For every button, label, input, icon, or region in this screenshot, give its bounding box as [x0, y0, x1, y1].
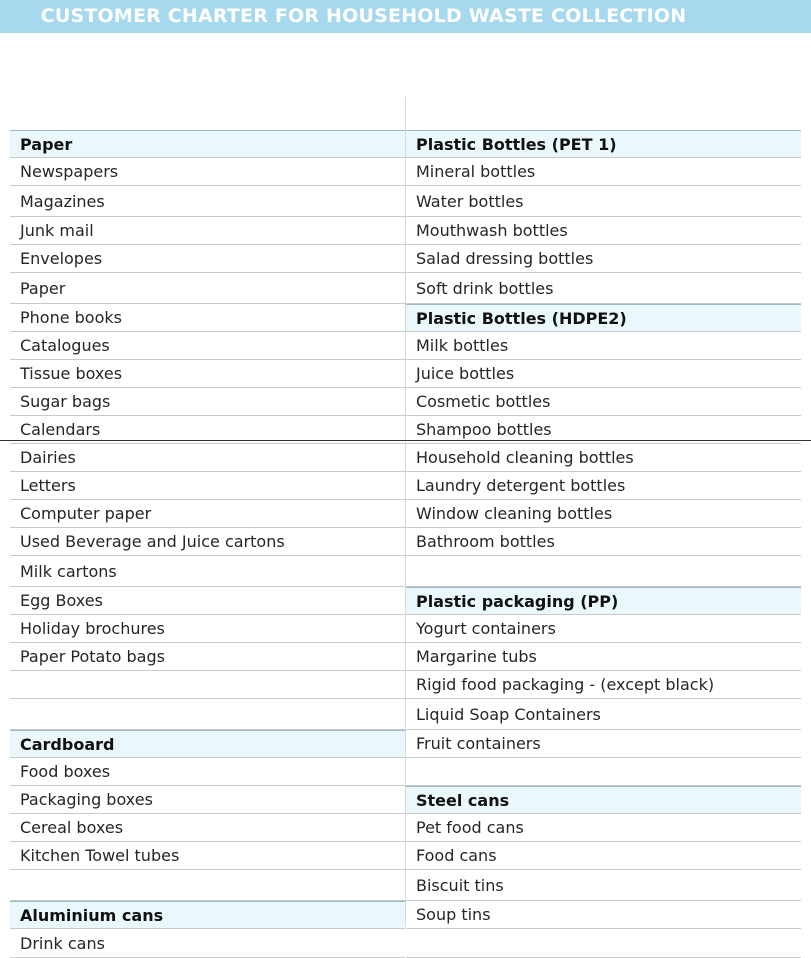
left-item [10, 671, 405, 699]
left-item [10, 615, 405, 643]
left-item [10, 332, 405, 360]
right-item [406, 500, 801, 528]
item-label: Egg Boxes [20, 591, 103, 610]
item-label: Drink cans [20, 933, 105, 953]
item-label: Biscuit tins [416, 875, 504, 895]
left-item [10, 416, 405, 444]
page-title: CUSTOMER CHARTER FOR HOUSEHOLD WASTE COLLECTION [40, 5, 687, 27]
left-item [10, 273, 405, 304]
right-item [406, 842, 801, 870]
section-header-label: Plastic Bottles (HDPE2) [416, 308, 627, 328]
left-item [10, 643, 405, 671]
right-section-header [406, 587, 801, 615]
left-item [10, 304, 405, 332]
item-label: Water bottles [416, 191, 524, 211]
left-item [10, 699, 405, 730]
left-item [10, 360, 405, 388]
item-label: Soft drink bottles [416, 278, 554, 298]
item-label: Juice bottles [416, 364, 515, 383]
right-item [406, 556, 801, 587]
right-item [406, 671, 801, 699]
right-section-header [406, 130, 801, 158]
section-header-label: Plastic Bottles (PET 1) [416, 134, 617, 154]
item-label: Tissue boxes [20, 364, 123, 383]
section-header-label: Cardboard [20, 734, 115, 754]
right-item [406, 814, 801, 842]
item-label: Envelopes [20, 249, 103, 268]
item-label: Liquid Soap Containers [416, 704, 601, 724]
item-label: Sugar bags [20, 392, 111, 411]
item-label: Food cans [416, 846, 497, 865]
item-label: Computer paper [20, 504, 152, 523]
right-section-header [406, 786, 801, 814]
right-item [406, 615, 801, 643]
right-item [406, 730, 801, 758]
left-item [10, 158, 405, 186]
left-item [10, 842, 405, 870]
item-label: Food boxes [20, 762, 111, 781]
right-item [406, 217, 801, 245]
right-item [406, 528, 801, 556]
left-item [10, 786, 405, 814]
left-item [10, 870, 405, 901]
item-label: Pet food cans [416, 818, 524, 837]
item-label: Cosmetic bottles [416, 392, 551, 411]
item-label: Soup tins [416, 905, 491, 924]
left-section-header [10, 901, 405, 929]
item-label: Rigid food packaging - (except black) [416, 675, 715, 694]
right-item [406, 388, 801, 416]
item-label: Junk mail [20, 221, 94, 240]
item-label: Salad dressing bottles [416, 249, 594, 268]
item-label: Bathroom bottles [416, 532, 555, 551]
item-label: Used Beverage and Juice cartons [20, 532, 285, 551]
right-item [406, 416, 801, 444]
item-label: Milk bottles [416, 336, 509, 355]
item-label: Magazines [20, 191, 105, 211]
left-item [10, 814, 405, 842]
item-label: Window cleaning bottles [416, 504, 613, 523]
item-label: Margarine tubs [416, 647, 537, 666]
item-label: Milk cartons [20, 561, 117, 581]
right-item [406, 360, 801, 388]
right-item [406, 472, 801, 500]
right-item [406, 186, 801, 217]
right-item [406, 758, 801, 786]
left-item [10, 528, 405, 556]
item-label: Holiday brochures [20, 619, 165, 638]
left-item [10, 472, 405, 500]
item-label: Mouthwash bottles [416, 221, 568, 240]
item-label: Paper Potato bags [20, 647, 165, 666]
item-label: Calendars [20, 420, 101, 439]
item-label: Shampoo bottles [416, 420, 552, 439]
left-item [10, 217, 405, 245]
section-header-label: Paper [20, 134, 73, 154]
left-item [10, 556, 405, 587]
left-item [10, 388, 405, 416]
item-label: Newspapers [20, 162, 119, 181]
item-label: Laundry detergent bottles [416, 476, 626, 495]
item-label: Kitchen Towel tubes [20, 846, 180, 865]
left-section-header [10, 730, 405, 758]
right-item [406, 901, 801, 929]
right-item [406, 699, 801, 730]
left-item [10, 444, 405, 472]
item-label: Phone books [20, 308, 122, 327]
right-item [406, 158, 801, 186]
item-label: Paper [20, 278, 66, 298]
left-section-header [10, 130, 405, 158]
item-label: Mineral bottles [416, 162, 536, 181]
right-item [406, 870, 801, 901]
item-label: Fruit containers [416, 734, 541, 753]
right-item [406, 332, 801, 360]
section-header-label: Plastic packaging (PP) [416, 591, 619, 611]
right-section-header [406, 304, 801, 332]
title-bar [0, 0, 811, 33]
right-item [406, 643, 801, 671]
section-header-label: Aluminium cans [20, 905, 164, 925]
left-item [10, 587, 405, 615]
left-item [10, 500, 405, 528]
item-label: Catalogues [20, 336, 110, 355]
right-item [406, 444, 801, 472]
left-item [10, 186, 405, 217]
right-item [406, 245, 801, 273]
item-label: Household cleaning bottles [416, 448, 634, 467]
item-label: Letters [20, 476, 76, 495]
item-label: Dairies [20, 448, 76, 467]
section-header-label: Steel cans [416, 790, 510, 810]
item-label: Packaging boxes [20, 790, 153, 809]
left-item [10, 245, 405, 273]
left-item [10, 758, 405, 786]
item-label: Yogurt containers [416, 619, 556, 638]
right-item [406, 273, 801, 304]
item-label: Cereal boxes [20, 818, 124, 837]
